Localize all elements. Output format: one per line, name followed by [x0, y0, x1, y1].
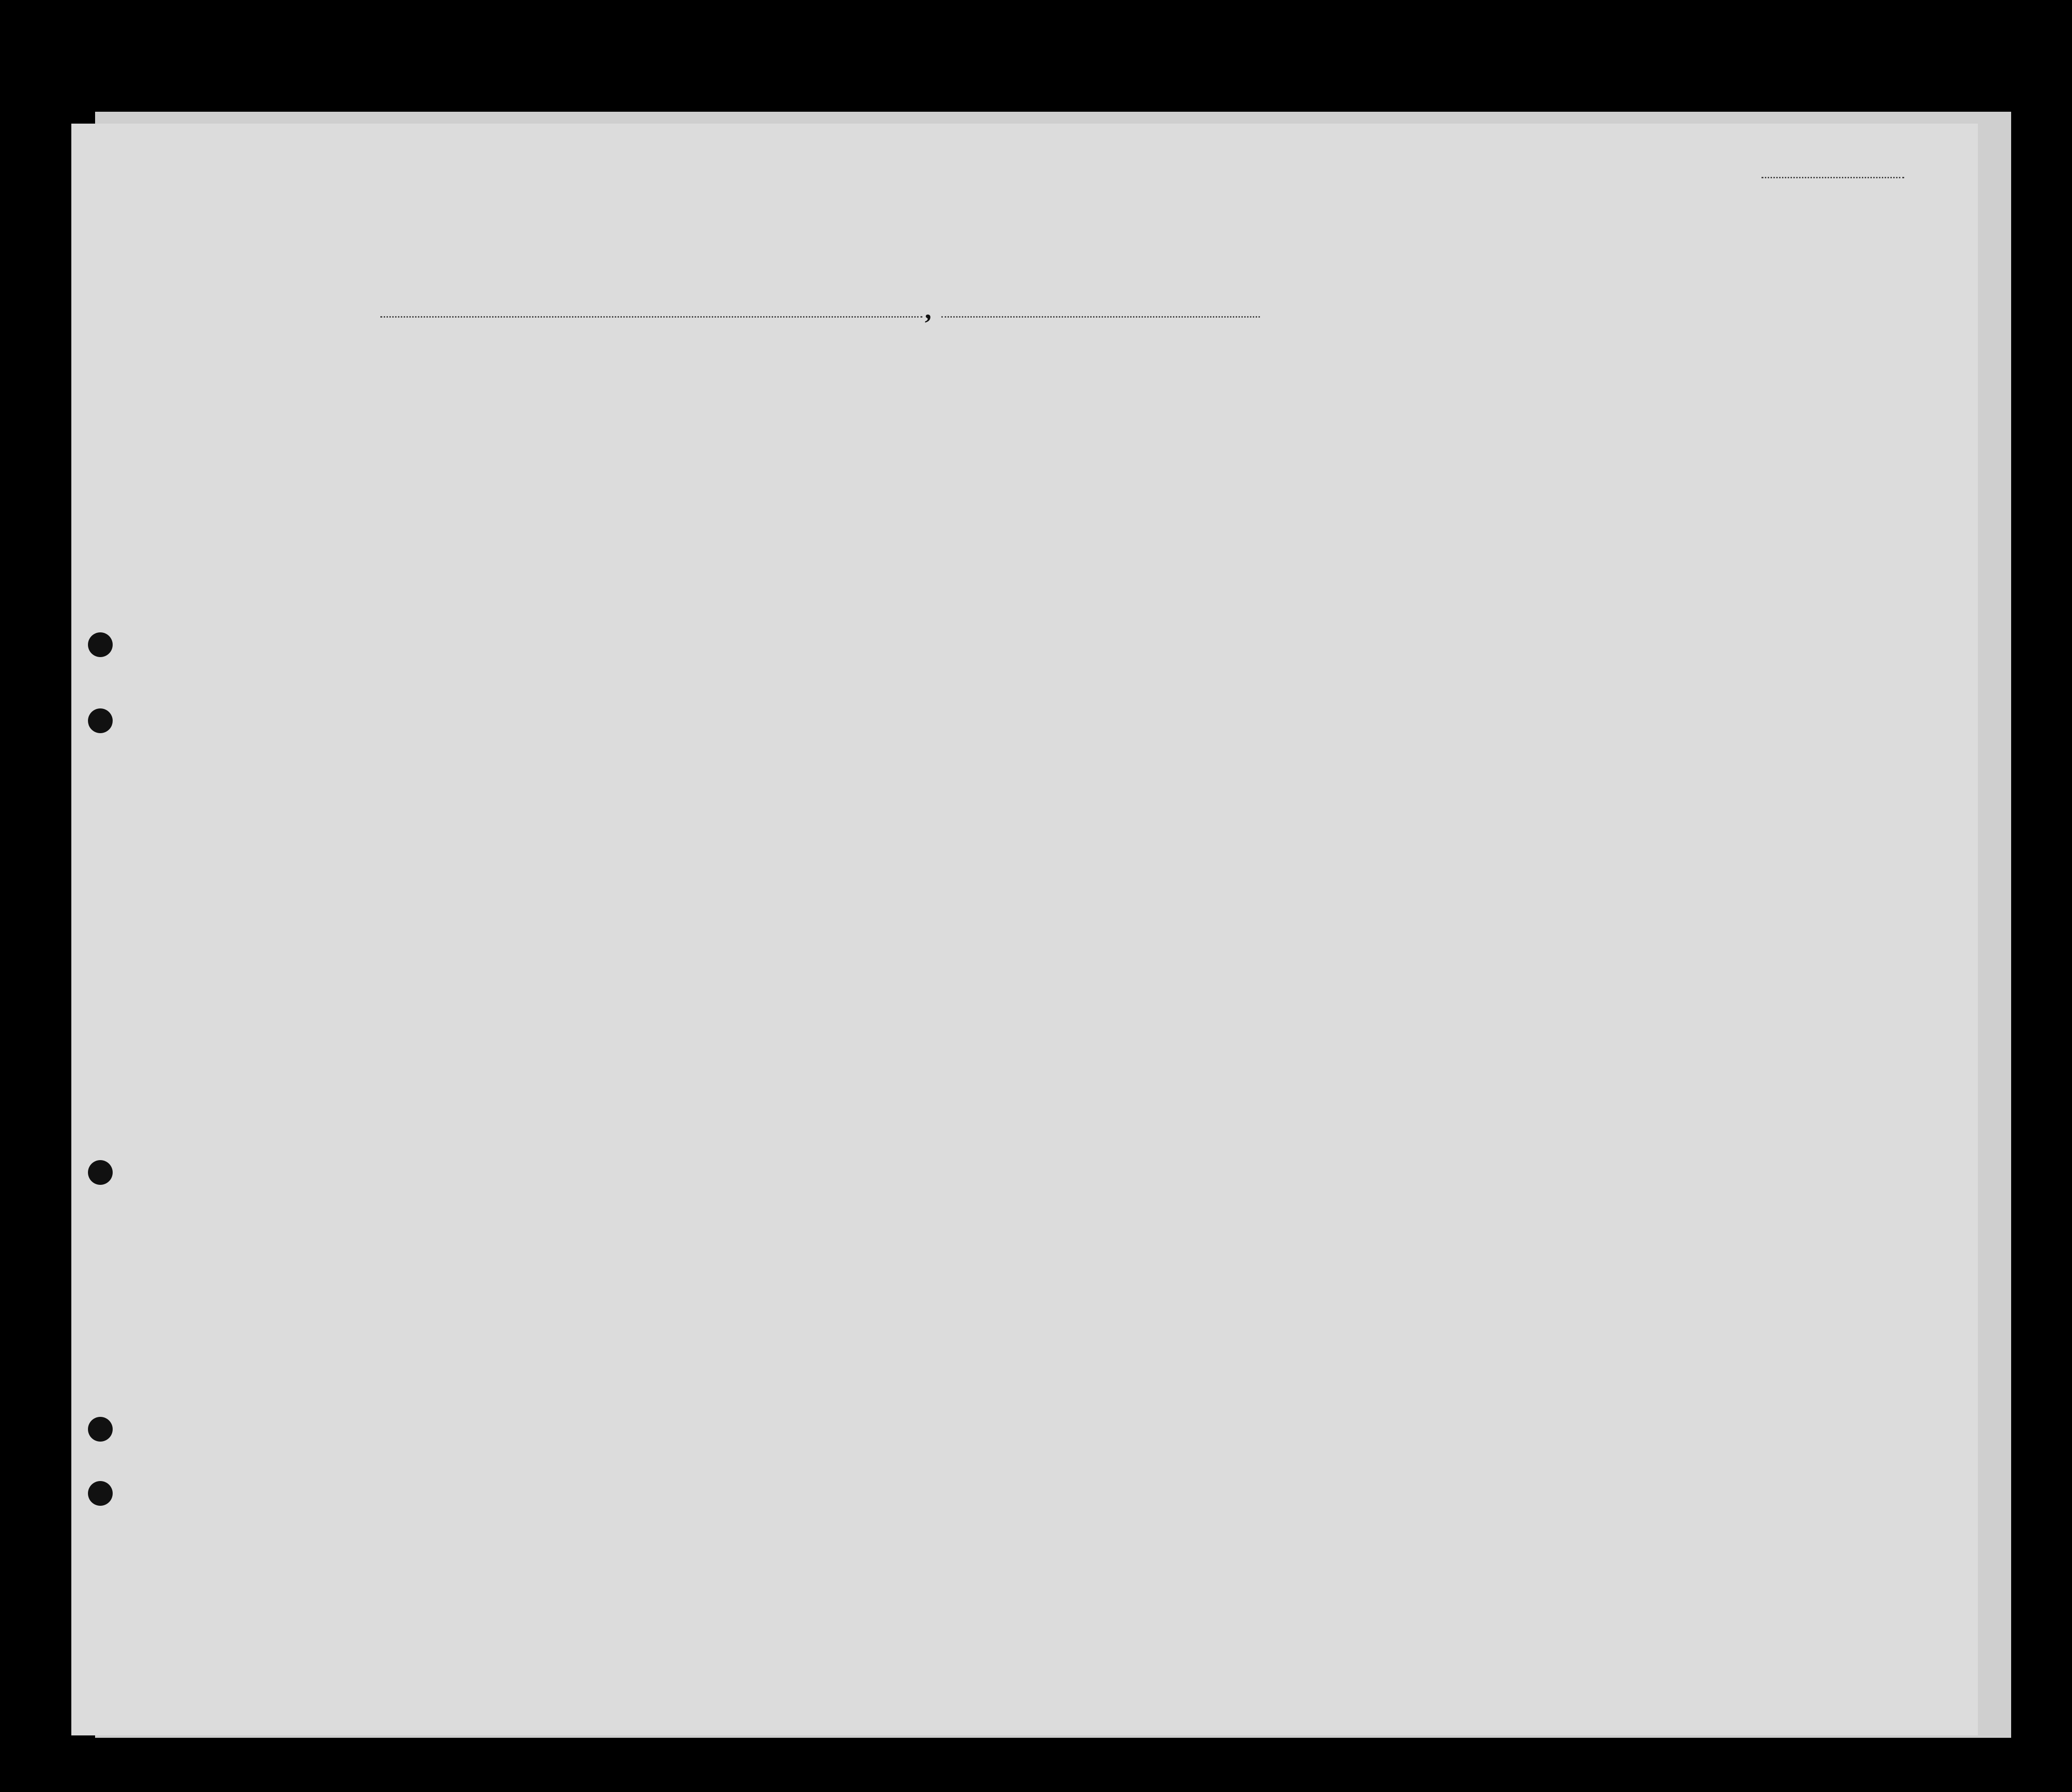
- binder-hole: [88, 1417, 113, 1442]
- binder-hole: [88, 1160, 113, 1185]
- comma-mark: ,: [925, 295, 931, 325]
- binder-hole: [88, 632, 113, 657]
- binder-hole: [88, 1481, 113, 1506]
- manifest-sheet: [71, 124, 1978, 1735]
- manifest-grid: [71, 124, 1978, 1735]
- binder-hole: [88, 708, 113, 733]
